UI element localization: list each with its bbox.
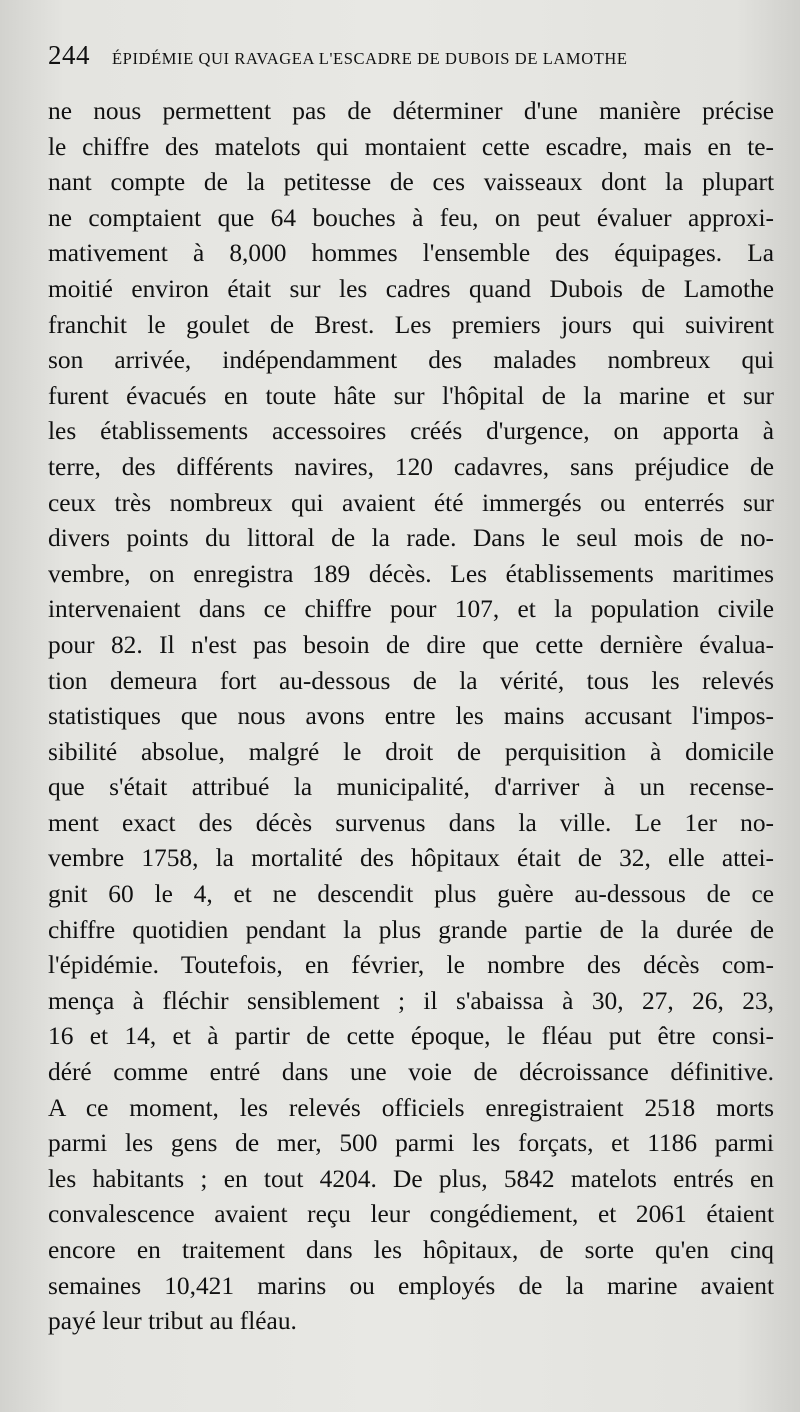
running-title: ÉPIDÉMIE QUI RAVAGEA L'ESCADRE DE DUBOIS DE LAMOTHE (112, 49, 628, 68)
text-line: nant compte de la petitesse de ces vaisseaux dont la plupart (48, 168, 774, 197)
text-line: A ce moment, les relevés officiels enregistraient 2518 morts (48, 1093, 774, 1122)
text-line: déré comme entré dans une voie de décroissance définitive. (48, 1058, 774, 1087)
text-line: pour 82. Il n'est pas besoin de dire que cette dernière évalua- (48, 630, 774, 659)
text-line: terre, des différents navires, 120 cadavres, sans préjudice de (48, 452, 774, 481)
text-line: encore en traitement dans les hôpitaux, de sorte qu'en cinq (48, 1236, 774, 1264)
text-line: vembre 1758, la mortalité des hôpitaux était de 32, elle attei- (48, 844, 774, 873)
text-line: son arrivée, indépendamment des malades nombreux qui (48, 346, 774, 375)
text-line: divers points du littoral de la rade. Dans le seul mois de no- (48, 524, 774, 553)
text-line: ceux très nombreux qui avaient été immergés ou enterrés sur (48, 488, 774, 517)
page-header (48, 40, 776, 80)
page-number: 244 (48, 40, 90, 70)
text-line: payé leur tribut au fléau. (48, 1307, 297, 1336)
text-line: mença à fléchir sensiblement ; il s'abaissa à 30, 27, 26, 23, (48, 986, 774, 1015)
text-line: sibilité absolue, malgré le droit de perquisition à domicile (48, 737, 774, 766)
text-line: les établissements accessoires créés d'urgence, on apporta à (48, 417, 774, 446)
text-line: ment exact des décès survenus dans la ville. Le 1er no- (48, 808, 774, 837)
text-line: intervenaient dans ce chiffre pour 107, et la population civile (48, 595, 774, 624)
text-line: furent évacués en toute hâte sur l'hôpital de la marine et sur (48, 381, 774, 410)
text-line: semaines 10,421 marins ou employés de la marine avaient (48, 1271, 774, 1300)
body-text (48, 94, 774, 1340)
text-line: vembre, on enregistra 189 décès. Les établissements maritimes (48, 559, 774, 588)
text-line: que s'était attribué la municipalité, d'arriver à un recense- (48, 773, 774, 802)
text-line: convalescence avaient reçu leur congédiement, et 2061 étaient (48, 1200, 774, 1229)
text-line: chiffre quotidien pendant la plus grande partie de la durée de (48, 915, 774, 944)
text-line: l'épidémie. Toutefois, en février, le nombre des décès com- (48, 951, 774, 980)
text-line: gnit 60 le 4, et ne descendit plus guère au-dessous de ce (48, 880, 774, 909)
text-line: le chiffre des matelots qui montaient cette escadre, mais en te- (48, 132, 774, 161)
text-line: ne comptaient que 64 bouches à feu, on peut évaluer approxi- (48, 203, 774, 232)
text-line: les habitants ; en tout 4204. De plus, 5842 matelots entrés en (48, 1164, 774, 1193)
text-line: ne nous permettent pas de déterminer d'une manière précise (48, 97, 774, 125)
text-line: 16 et 14, et à partir de cette époque, le fléau put être consi- (48, 1022, 774, 1051)
text-line: tion demeura fort au-dessous de la vérité, tous les relevés (48, 666, 774, 695)
text-line: franchit le goulet de Brest. Les premiers jours qui suivirent (48, 310, 774, 339)
text-line: moitié environ était sur les cadres quand Dubois de Lamothe (48, 274, 774, 303)
text-line: parmi les gens de mer, 500 parmi les forçats, et 1186 parmi (48, 1129, 774, 1158)
text-line: statistiques que nous avons entre les mains accusant l'impos- (48, 702, 774, 731)
text-line: mativement à 8,000 hommes l'ensemble des équipages. La (48, 239, 774, 268)
